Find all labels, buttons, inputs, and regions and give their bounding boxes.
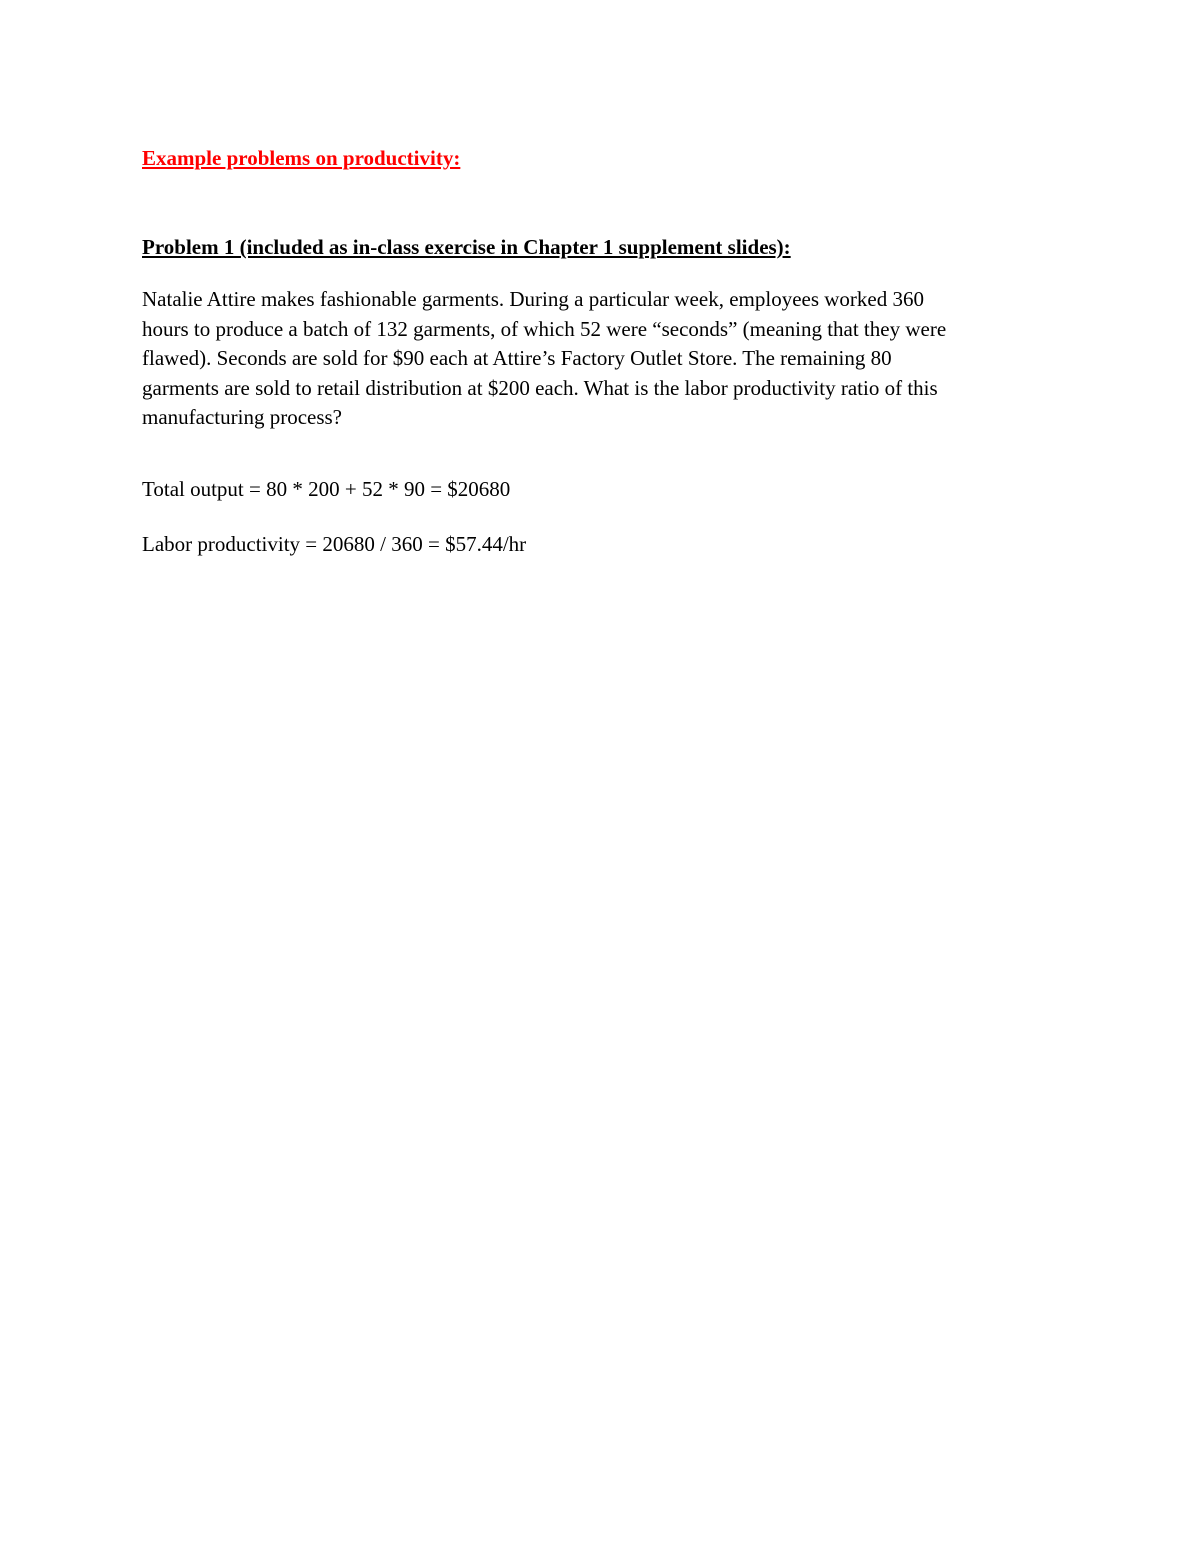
- problem-statement-line: flawed). Seconds are sold for $90 each at Attire’s Factory Outlet Store. The remaining 80: [142, 346, 892, 371]
- problem-statement-line: Natalie Attire makes fashionable garments. During a particular week, employees worked 360: [142, 287, 924, 311]
- problem-statement: [142, 285, 1052, 433]
- problem-statement-line: garments are sold to retail distribution at $200 each. What is the labor productivity ratio of this: [142, 375, 938, 400]
- labor-productivity-calculation: Labor productivity = 20680 / 360 = $57.44/hr: [142, 532, 527, 556]
- problem-statement-line: hours to produce a batch of 132 garments, of which 52 were “seconds” (meaning that they were: [142, 316, 947, 341]
- problem-statement-line: manufacturing process?: [142, 405, 343, 430]
- document-title: Example problems on productivity:: [142, 146, 461, 170]
- problem-heading: Problem 1 (included as in-class exercise in Chapter 1 supplement slides):: [142, 235, 791, 259]
- total-output-calculation: Total output = 80 * 200 + 52 * 90 = $20680: [142, 477, 511, 501]
